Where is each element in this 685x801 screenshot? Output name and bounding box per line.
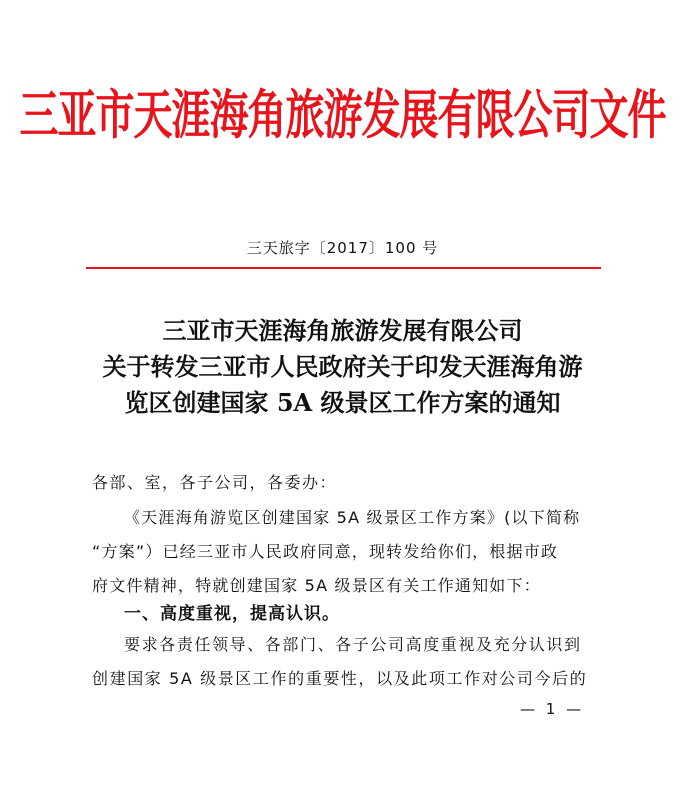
section-heading-1: 一、高度重视，提高认识。	[124, 604, 340, 624]
masthead-title: 三亚市天涯海角旅游发展有限公司文件	[19, 84, 666, 147]
document-number: 三天旅字〔2017〕100 号	[246, 239, 439, 257]
paragraph-line: 创建国家 5A 级景区工作的重要性，以及此项工作对公司今后的	[92, 669, 588, 688]
title-line-3: 览区创建国家 5A 级景区工作方案的通知	[124, 388, 561, 417]
page-number: — 1 —	[520, 700, 585, 718]
paragraph-line: 要求各责任领导、各部门、各子公司高度重视及充分认识到	[124, 635, 582, 654]
salutation: 各部、室，各子公司，各委办：	[92, 473, 338, 492]
title-line-1: 三亚市天涯海角旅游发展有限公司	[162, 316, 523, 345]
document-title	[0, 313, 685, 421]
paragraph-line: 府文件精神，特就创建国家 5A 级景区有关工作通知如下：	[92, 576, 541, 595]
paragraph-section-1	[92, 628, 612, 696]
paragraph-line: 《天涯海角游览区创建国家 5A 级景区工作方案》(以下简称	[124, 508, 581, 527]
paragraph-intro	[92, 501, 612, 603]
paragraph-line: “方案”）已经三亚市人民政府同意，现转发给你们，根据市政	[92, 542, 559, 561]
title-line-2: 关于转发三亚市人民政府关于印发天涯海角游	[102, 352, 583, 381]
red-divider-rule	[86, 267, 601, 269]
